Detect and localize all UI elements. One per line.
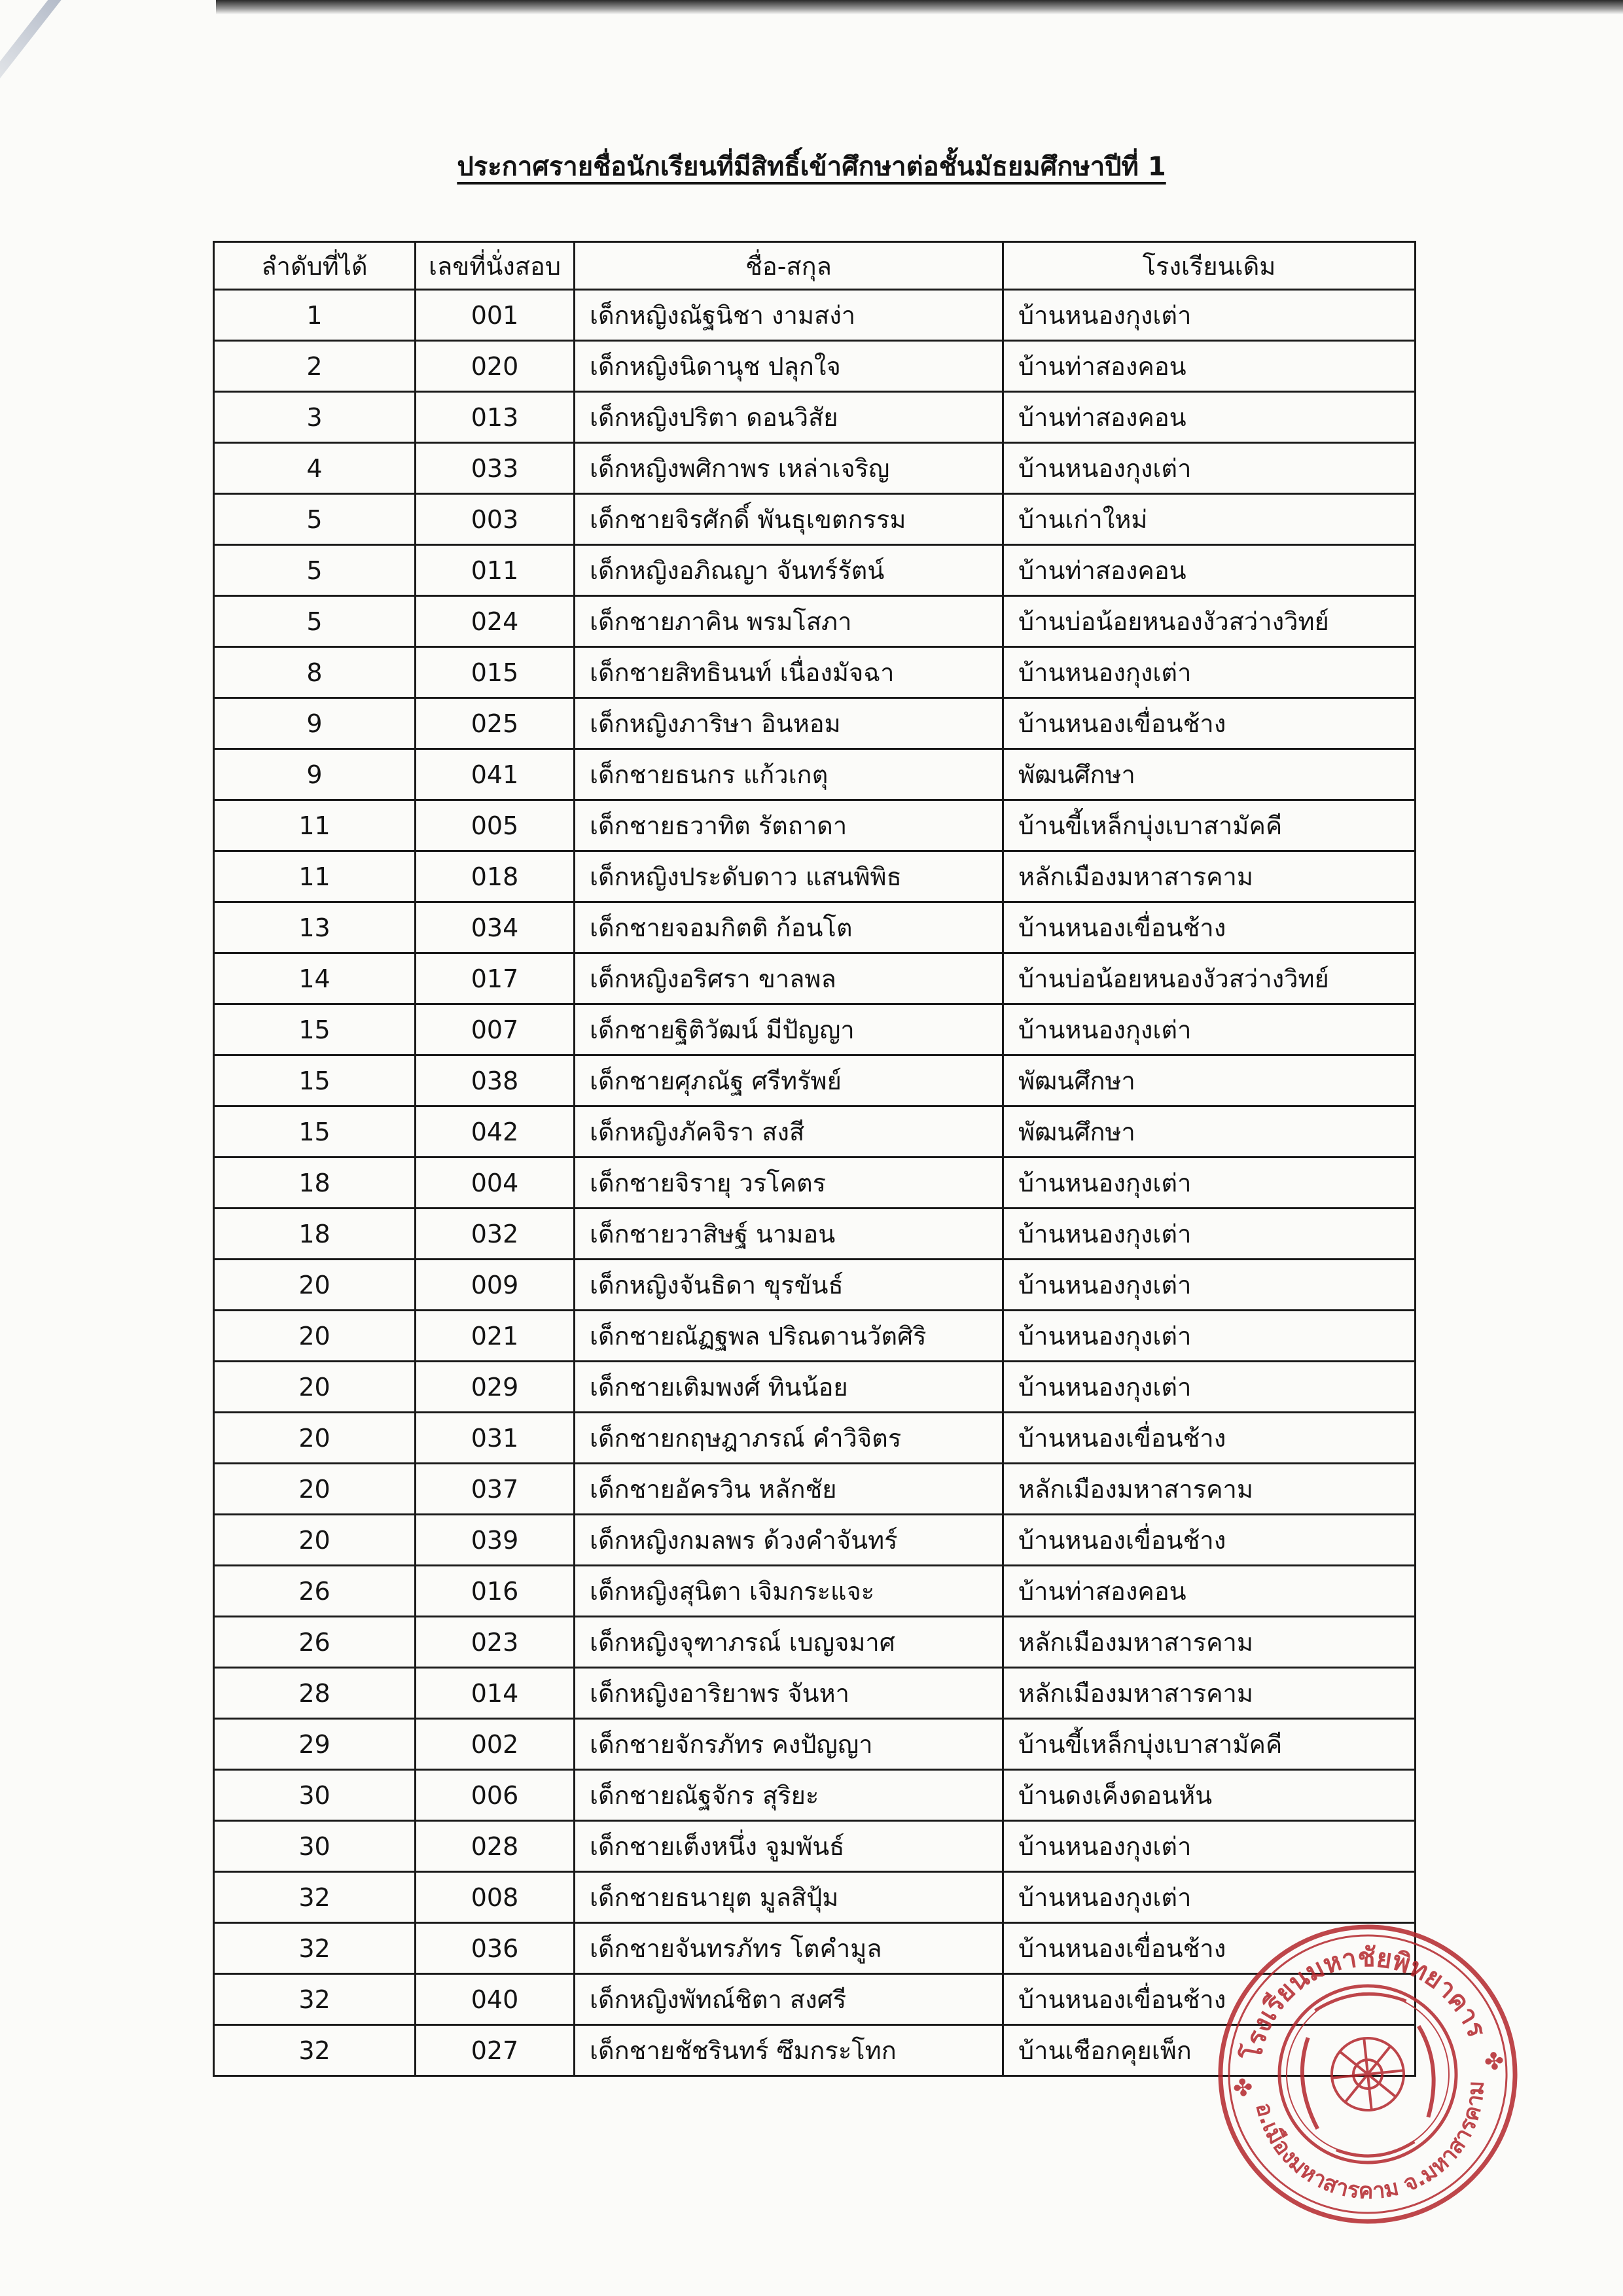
student-name-cell: เด็กชายชัชรินทร์ ซึมกระโทก xyxy=(575,2025,1003,2076)
table-row xyxy=(214,647,1416,698)
rank-cell: 15 xyxy=(214,1004,416,1055)
table-row xyxy=(214,392,1416,443)
student-name-cell: เด็กหญิงนิดานุช ปลุกใจ xyxy=(575,341,1003,392)
seat-number-cell: 029 xyxy=(416,1362,575,1413)
student-name-cell: เด็กหญิงอภิณญา จันทร์รัตน์ xyxy=(575,545,1003,596)
table-row xyxy=(214,443,1416,494)
scan-top-edge xyxy=(216,0,1623,14)
student-name-cell: เด็กชายวาสิษฐ์ นามอน xyxy=(575,1209,1003,1260)
seat-number-cell: 017 xyxy=(416,953,575,1004)
rank-cell: 15 xyxy=(214,1055,416,1106)
seat-number-cell: 002 xyxy=(416,1719,575,1770)
table-row xyxy=(214,698,1416,749)
stamp-top-text: โรงเรียนมหาชัยพิทยาคาร xyxy=(1237,1942,1492,2062)
table-row xyxy=(214,1260,1416,1311)
seat-number-cell: 008 xyxy=(416,1872,575,1923)
table-row xyxy=(214,1719,1416,1770)
previous-school-cell: หลักเมืองมหาสารคาม xyxy=(1003,1617,1416,1668)
seat-number-cell: 040 xyxy=(416,1974,575,2025)
table-body xyxy=(214,290,1416,2076)
rank-cell: 8 xyxy=(214,647,416,698)
rank-cell: 5 xyxy=(214,545,416,596)
student-name-cell: เด็กชายศุภณัฐ ศรีทรัพย์ xyxy=(575,1055,1003,1106)
table-row xyxy=(214,494,1416,545)
seat-number-cell: 031 xyxy=(416,1413,575,1464)
previous-school-cell: พัฒนศึกษา xyxy=(1003,1055,1416,1106)
rank-cell: 20 xyxy=(214,1515,416,1566)
seat-number-cell: 007 xyxy=(416,1004,575,1055)
seat-number-cell: 033 xyxy=(416,443,575,494)
table-row xyxy=(214,1157,1416,1209)
table-row xyxy=(214,1770,1416,1821)
rank-cell: 9 xyxy=(214,749,416,800)
previous-school-cell: บ้านหนองกุงเต่า xyxy=(1003,1209,1416,1260)
seat-number-cell: 015 xyxy=(416,647,575,698)
table-row xyxy=(214,1209,1416,1260)
previous-school-cell: บ้านเก่าใหม่ xyxy=(1003,494,1416,545)
previous-school-cell: บ้านหนองกุงเต่า xyxy=(1003,443,1416,494)
seat-number-cell: 038 xyxy=(416,1055,575,1106)
previous-school-cell: บ้านท่าสองคอน xyxy=(1003,341,1416,392)
student-name-cell: เด็กชายกฤษฎาภรณ์ คำวิจิตร xyxy=(575,1413,1003,1464)
student-name-cell: เด็กชายธนกร แก้วเกตุ xyxy=(575,749,1003,800)
student-name-cell: เด็กชายสิทธินนท์ เนื่องมัจฉา xyxy=(575,647,1003,698)
seat-number-cell: 014 xyxy=(416,1668,575,1719)
student-name-cell: เด็กหญิงพัทณ์ชิตา สงศรี xyxy=(575,1974,1003,2025)
student-name-cell: เด็กหญิงจันธิดา ขุรขันธ์ xyxy=(575,1260,1003,1311)
table-row xyxy=(214,545,1416,596)
previous-school-cell: บ้านหนองกุงเต่า xyxy=(1003,1157,1416,1209)
table-row xyxy=(214,1311,1416,1362)
seat-number-cell: 025 xyxy=(416,698,575,749)
seat-number-cell: 003 xyxy=(416,494,575,545)
seat-number-cell: 001 xyxy=(416,290,575,341)
previous-school-cell: บ้านหนองเขื่อนช้าง xyxy=(1003,698,1416,749)
scan-fold-line xyxy=(0,0,187,107)
seat-number-cell: 021 xyxy=(416,1311,575,1362)
rank-cell: 32 xyxy=(214,1974,416,2025)
table-row xyxy=(214,290,1416,341)
previous-school-cell: บ้านหนองเขื่อนช้าง xyxy=(1003,1974,1416,2025)
rank-cell: 26 xyxy=(214,1566,416,1617)
previous-school-cell: บ้านหนองเขื่อนช้าง xyxy=(1003,902,1416,953)
seat-number-cell: 037 xyxy=(416,1464,575,1515)
previous-school-cell: บ้านบ่อน้อยหนองงัวสว่างวิทย์ xyxy=(1003,596,1416,647)
header-seat-number: เลขที่นั่งสอบ xyxy=(416,242,575,290)
rank-cell: 18 xyxy=(214,1209,416,1260)
student-name-cell: เด็กหญิงประดับดาว แสนพิพิธ xyxy=(575,851,1003,902)
seat-number-cell: 036 xyxy=(416,1923,575,1974)
rank-cell: 1 xyxy=(214,290,416,341)
previous-school-cell: บ้านหนองกุงเต่า xyxy=(1003,1821,1416,1872)
seat-number-cell: 009 xyxy=(416,1260,575,1311)
previous-school-cell: บ้านหนองกุงเต่า xyxy=(1003,1311,1416,1362)
student-name-cell: เด็กชายจิรศักดิ์ พันธุเขตกรรม xyxy=(575,494,1003,545)
student-name-cell: เด็กชายเต็งหนึ่ง จูมพันธ์ xyxy=(575,1821,1003,1872)
previous-school-cell: หลักเมืองมหาสารคาม xyxy=(1003,851,1416,902)
table-row xyxy=(214,1617,1416,1668)
previous-school-cell: พัฒนศึกษา xyxy=(1003,1106,1416,1157)
student-name-cell: เด็กชายธนายุต มูลสิปุ้ม xyxy=(575,1872,1003,1923)
rank-cell: 11 xyxy=(214,851,416,902)
table-row xyxy=(214,800,1416,851)
table-row xyxy=(214,851,1416,902)
school-seal-stamp xyxy=(1199,1905,1537,2244)
table-row xyxy=(214,1515,1416,1566)
student-name-cell: เด็กหญิงจุฑาภรณ์ เบญจมาศ xyxy=(575,1617,1003,1668)
previous-school-cell: บ้านขี้เหล็กบุ่งเบาสามัคคี xyxy=(1003,1719,1416,1770)
rank-cell: 26 xyxy=(214,1617,416,1668)
table-row xyxy=(214,1413,1416,1464)
seat-number-cell: 006 xyxy=(416,1770,575,1821)
previous-school-cell: บ้านหนองกุงเต่า xyxy=(1003,1362,1416,1413)
student-name-cell: เด็กชายเติมพงศ์ ทินน้อย xyxy=(575,1362,1003,1413)
student-name-cell: เด็กชายอัครวิน หลักชัย xyxy=(575,1464,1003,1515)
student-name-cell: เด็กหญิงภาริษา อินหอม xyxy=(575,698,1003,749)
student-name-cell: เด็กหญิงพศิกาพร เหล่าเจริญ xyxy=(575,443,1003,494)
previous-school-cell: พัฒนศึกษา xyxy=(1003,749,1416,800)
student-name-cell: เด็กชายจักรภัทร คงปัญญา xyxy=(575,1719,1003,1770)
rank-cell: 3 xyxy=(214,392,416,443)
previous-school-cell: บ้านหนองกุงเต่า xyxy=(1003,1260,1416,1311)
seat-number-cell: 023 xyxy=(416,1617,575,1668)
student-name-cell: เด็กชายจันทรภัทร โตคำมูล xyxy=(575,1923,1003,1974)
rank-cell: 20 xyxy=(214,1311,416,1362)
rank-cell: 9 xyxy=(214,698,416,749)
table-row xyxy=(214,1004,1416,1055)
seat-number-cell: 018 xyxy=(416,851,575,902)
seat-number-cell: 034 xyxy=(416,902,575,953)
seat-number-cell: 027 xyxy=(416,2025,575,2076)
seat-number-cell: 028 xyxy=(416,1821,575,1872)
seat-number-cell: 039 xyxy=(416,1515,575,1566)
rank-cell: 13 xyxy=(214,902,416,953)
previous-school-cell: บ้านท่าสองคอน xyxy=(1003,392,1416,443)
previous-school-cell: บ้านหนองกุงเต่า xyxy=(1003,647,1416,698)
rank-cell: 28 xyxy=(214,1668,416,1719)
rank-cell: 20 xyxy=(214,1413,416,1464)
student-name-cell: เด็กชายณัฐจักร สุริยะ xyxy=(575,1770,1003,1821)
rank-cell: 30 xyxy=(214,1821,416,1872)
seat-number-cell: 016 xyxy=(416,1566,575,1617)
previous-school-cell: บ้านหนองกุงเต่า xyxy=(1003,290,1416,341)
table-row xyxy=(214,749,1416,800)
header-rank: ลำดับที่ได้ xyxy=(214,242,416,290)
table-row xyxy=(214,953,1416,1004)
rank-cell: 32 xyxy=(214,1872,416,1923)
table-row xyxy=(214,902,1416,953)
rank-cell: 20 xyxy=(214,1464,416,1515)
seat-number-cell: 005 xyxy=(416,800,575,851)
rank-cell: 20 xyxy=(214,1260,416,1311)
header-name: ชื่อ-สกุล xyxy=(575,242,1003,290)
rank-cell: 29 xyxy=(214,1719,416,1770)
student-name-cell: เด็กชายภาคิน พรมโสภา xyxy=(575,596,1003,647)
header-school: โรงเรียนเดิม xyxy=(1003,242,1416,290)
previous-school-cell: บ้านหนองกุงเต่า xyxy=(1003,1872,1416,1923)
previous-school-cell: บ้านท่าสองคอน xyxy=(1003,545,1416,596)
rank-cell: 30 xyxy=(214,1770,416,1821)
previous-school-cell: บ้านหนองเขื่อนช้าง xyxy=(1003,1515,1416,1566)
rank-cell: 14 xyxy=(214,953,416,1004)
rank-cell: 32 xyxy=(214,2025,416,2076)
table-row xyxy=(214,1464,1416,1515)
previous-school-cell: บ้านขี้เหล็กบุ่งเบาสามัคคี xyxy=(1003,800,1416,851)
rank-cell: 18 xyxy=(214,1157,416,1209)
rank-cell: 4 xyxy=(214,443,416,494)
seat-number-cell: 032 xyxy=(416,1209,575,1260)
previous-school-cell: บ้านหนองเขื่อนช้าง xyxy=(1003,1923,1416,1974)
rank-cell: 5 xyxy=(214,596,416,647)
table-row xyxy=(214,1106,1416,1157)
admission-table xyxy=(213,241,1416,2077)
seat-number-cell: 011 xyxy=(416,545,575,596)
student-name-cell: เด็กชายจอมกิตติ ก้อนโต xyxy=(575,902,1003,953)
previous-school-cell: บ้านเชือกคุยเพ็ก xyxy=(1003,2025,1416,2076)
table-header-row xyxy=(214,242,1416,290)
seat-number-cell: 020 xyxy=(416,341,575,392)
previous-school-cell: บ้านบ่อน้อยหนองงัวสว่างวิทย์ xyxy=(1003,953,1416,1004)
rank-cell: 32 xyxy=(214,1923,416,1974)
table-row xyxy=(214,1566,1416,1617)
previous-school-cell: บ้านท่าสองคอน xyxy=(1003,1566,1416,1617)
student-name-cell: เด็กหญิงสุนิตา เจิมกระแจะ xyxy=(575,1566,1003,1617)
student-name-cell: เด็กหญิงปริตา ดอนวิสัย xyxy=(575,392,1003,443)
student-name-cell: เด็กหญิงกมลพร ด้วงคำจันทร์ xyxy=(575,1515,1003,1566)
previous-school-cell: บ้านดงเค็งดอนหัน xyxy=(1003,1770,1416,1821)
seat-number-cell: 004 xyxy=(416,1157,575,1209)
previous-school-cell: หลักเมืองมหาสารคาม xyxy=(1003,1668,1416,1719)
student-name-cell: เด็กชายจิรายุ วรโคตร xyxy=(575,1157,1003,1209)
student-name-cell: เด็กชายฐิติวัฒน์ มีปัญญา xyxy=(575,1004,1003,1055)
document-title: ประกาศรายชื่อนักเรียนที่มีสิทธิ์เข้าศึกษาต่อชั้นมัธยมศึกษาปีที่ 1 xyxy=(457,152,1166,182)
table-row xyxy=(214,1821,1416,1872)
rank-cell: 2 xyxy=(214,341,416,392)
student-name-cell: เด็กชายณัฏฐพล ปริณดานวัตศิริ xyxy=(575,1311,1003,1362)
table-row xyxy=(214,1872,1416,1923)
seat-number-cell: 024 xyxy=(416,596,575,647)
previous-school-cell: บ้านหนองเขื่อนช้าง xyxy=(1003,1413,1416,1464)
table-row xyxy=(214,596,1416,647)
seat-number-cell: 041 xyxy=(416,749,575,800)
stamp-flower-right: ✤ xyxy=(1483,2047,1506,2077)
rank-cell: 15 xyxy=(214,1106,416,1157)
table-row xyxy=(214,1055,1416,1106)
previous-school-cell: บ้านหนองกุงเต่า xyxy=(1003,1004,1416,1055)
student-name-cell: เด็กหญิงอริศรา ขาลพล xyxy=(575,953,1003,1004)
rank-cell: 20 xyxy=(214,1362,416,1413)
student-name-cell: เด็กหญิงอาริยาพร จันหา xyxy=(575,1668,1003,1719)
previous-school-cell: หลักเมืองมหาสารคาม xyxy=(1003,1464,1416,1515)
stamp-bottom-text: อ.เมืองมหาสารคาม จ.มหาสารคาม xyxy=(1250,2080,1489,2205)
rank-cell: 5 xyxy=(214,494,416,545)
student-name-cell: เด็กหญิงณัฐนิชา งามสง่า xyxy=(575,290,1003,341)
seat-number-cell: 013 xyxy=(416,392,575,443)
student-name-cell: เด็กหญิงภัคจิรา สงสี xyxy=(575,1106,1003,1157)
stamp-flower-left: ✤ xyxy=(1232,2074,1255,2103)
table-row xyxy=(214,1668,1416,1719)
rank-cell: 11 xyxy=(214,800,416,851)
seat-number-cell: 042 xyxy=(416,1106,575,1157)
table-row xyxy=(214,341,1416,392)
student-name-cell: เด็กชายธวาทิต รัตถาดา xyxy=(575,800,1003,851)
table-row xyxy=(214,1362,1416,1413)
